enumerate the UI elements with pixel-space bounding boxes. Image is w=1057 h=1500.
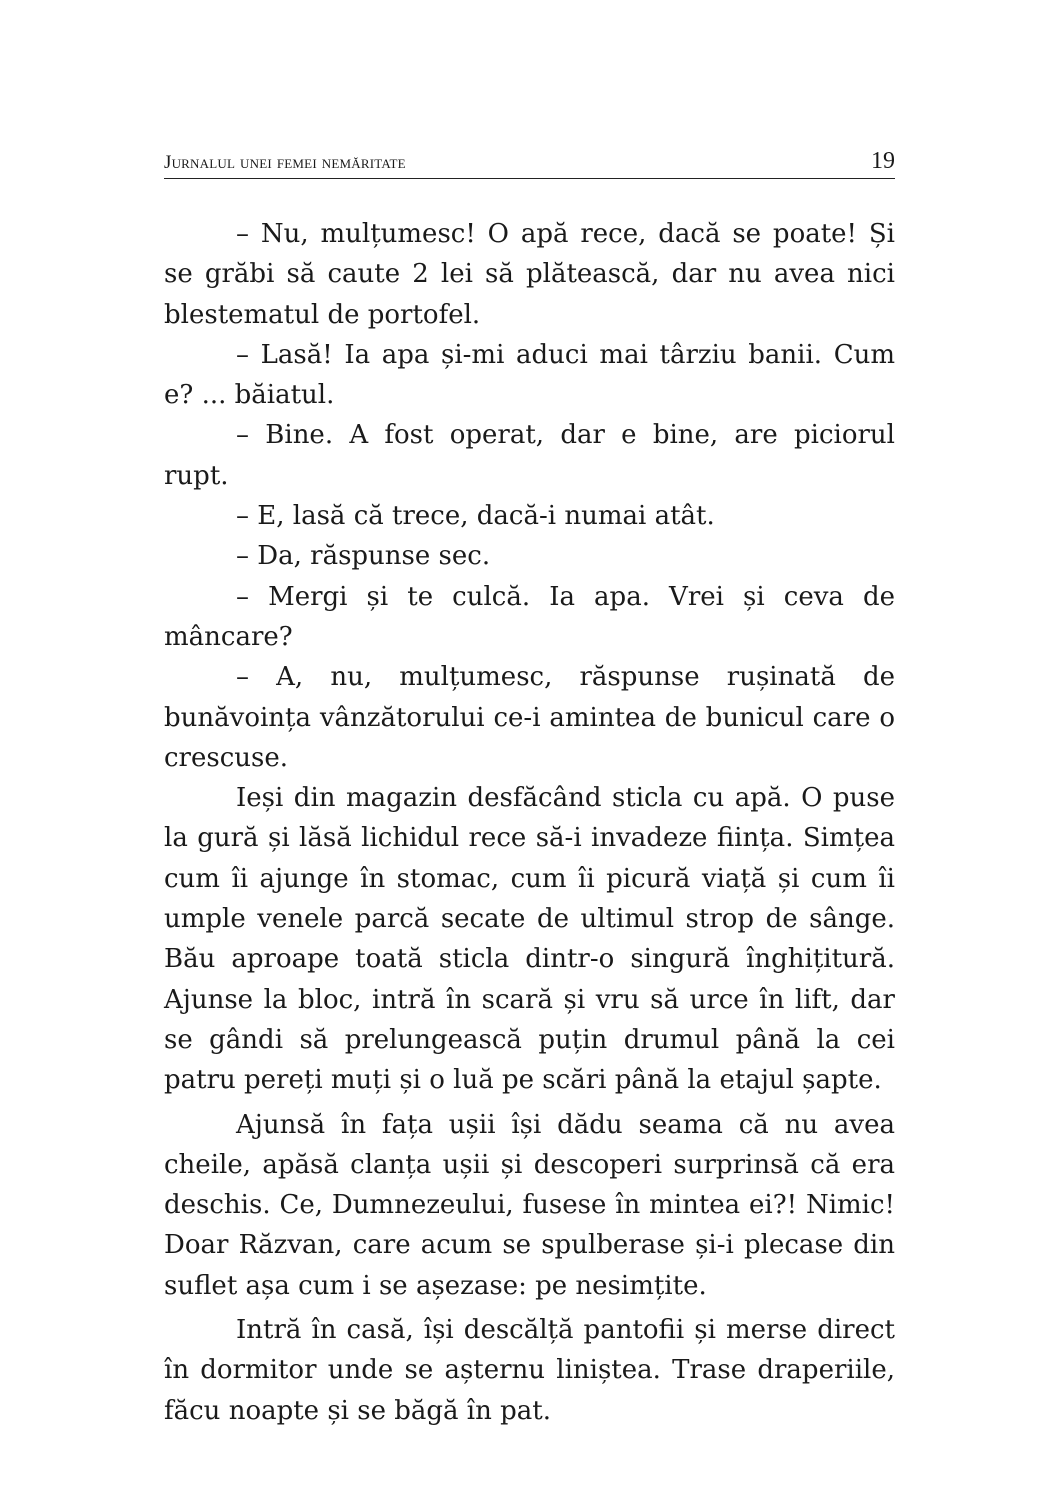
paragraph-narration-bedroom: Intră în casă, își descălță pantofii și merse direct în dormitor unde se așternu liniștea. Trase draperiile, făcu noapte și se băgă în pat.: [164, 1315, 895, 1426]
running-header: [164, 148, 895, 179]
page-number: 19: [871, 148, 895, 174]
paragraph-dialogue-go-sleep: – Mergi și te culcă. Ia apa. Vrei și ceva de mâncare?: [164, 581, 895, 652]
paragraph-narration-door: Ajunsă în fața ușii își dădu seama că nu avea cheile, apăsă clanța ușii și descoperi surprinsă că era deschis. Ce, Dumnezeului, fusese în mintea ei?! Nimic! Doar Răzvan, care acum se spulberase și-i plecase din suflet așa cum i se așezase: pe nesimțite.: [164, 1109, 895, 1301]
paragraph-dialogue-leave-it: – Lasă! Ia apa și-mi aduci mai târziu banii. Cum e? ... băiatul.: [164, 339, 895, 411]
book-title: Jurnalul unei femei nemăritate: [164, 152, 406, 173]
paragraph-dialogue-thanks: – Nu, mulțumesc! O apă rece, dacă se poate! Și se grăbi să caute 2 lei să plătească, dar nu avea nici blestematul de portofel.: [164, 219, 895, 330]
body-text: [164, 214, 895, 1431]
paragraph-narration-leaving-shop: Ieși din magazin desfăcând sticla cu apă. O puse la gură și lăsă lichidul rece să-i invadeze ființa. Simțea cum îi ajunge în stomac, cum îi picură viață și cum îi umple venele parcă secate de ultimul strop de sânge. Bău aproape toată sticla dintr-o singură înghițitură. Ajunse la bloc, intră în scară și vru să urce în lift, dar se gândi să prelungească puțin drumul până la cei patru pereți muți și o luă pe scări până la etajul șapte.: [164, 783, 895, 1096]
book-page: [164, 0, 895, 1500]
paragraph-dialogue-yes: – Da, răspunse sec.: [236, 541, 491, 572]
paragraph-dialogue-fine: – Bine. A fost operat, dar e bine, are piciorul rupt.: [164, 420, 895, 491]
paragraph-dialogue-passes: – E, lasă că trece, dacă-i numai atât.: [236, 501, 715, 532]
paragraph-dialogue-no-thanks: – A, nu, mulțumesc, răspunse rușinată de bunăvoința vânzătorului ce-i amintea de bunicul care o crescuse.: [164, 662, 895, 773]
